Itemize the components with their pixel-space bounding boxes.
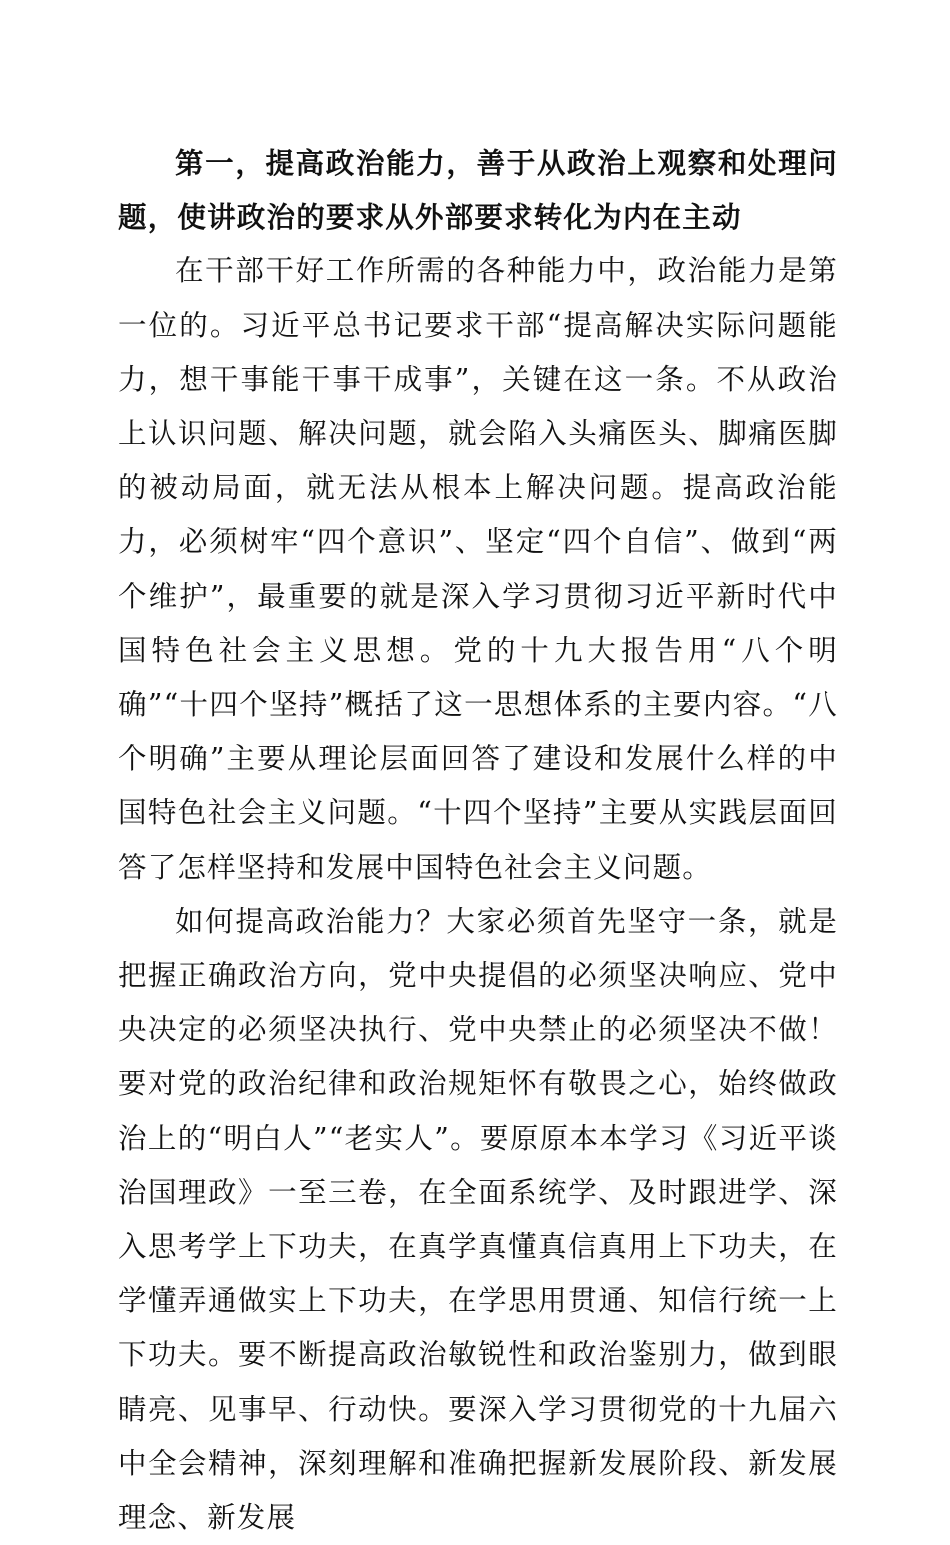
document-body <box>118 136 838 1545</box>
paragraph-1: 在干部干好工作所需的各种能力中，政治能力是第一位的。习近平总书记要求干部“提高解决实际问题能力，想干事能干事干成事”，关键在这一条。不从政治上认识问题、解决问题，就会陷入头痛医头、脚痛医脚的被动局面，就无法从根本上解决问题。提高政治能力，必须树牢“四个意识”、坚定“四个自信”、做到“两个维护”，最重要的就是深入学习贯彻习近平新时代中国特色社会主义思想。党的十九大报告用“八个明确”“十四个坚持”概括了这一思想体系的主要内容。“八个明确”主要从理论层面回答了建设和发展什么样的中国特色社会主义问题。“十四个坚持”主要从实践层面回答了怎样坚持和发展中国特色社会主义问题。 <box>118 254 838 884</box>
paragraph-2: 如何提高政治能力？大家必须首先坚守一条，就是把握正确政治方向，党中央提倡的必须坚决响应、党中央决定的必须坚决执行、党中央禁止的必须坚决不做！要对党的政治纪律和政治规矩怀有敬畏之心，始终做政治上的“明白人”“老实人”。要原原本本学习《习近平谈治国理政》一至三卷，在全面系统学、及时跟进学、深入思考学上下功夫，在真学真懂真信真用上下功夫，在学懂弄通做实上下功夫，在学思用贯通、知信行统一上下功夫。要不断提高政治敏锐性和政治鉴别力，做到眼睛亮、见事早、行动快。要深入学习贯彻党的十九届六中全会精神，深刻理解和准确把握新发展阶段、新发展理念、新发展 <box>118 904 838 1535</box>
section-heading: 第一，提高政治能力，善于从政治上观察和处理问题，使讲政治的要求从外部要求转化为内在主动 <box>118 146 838 235</box>
